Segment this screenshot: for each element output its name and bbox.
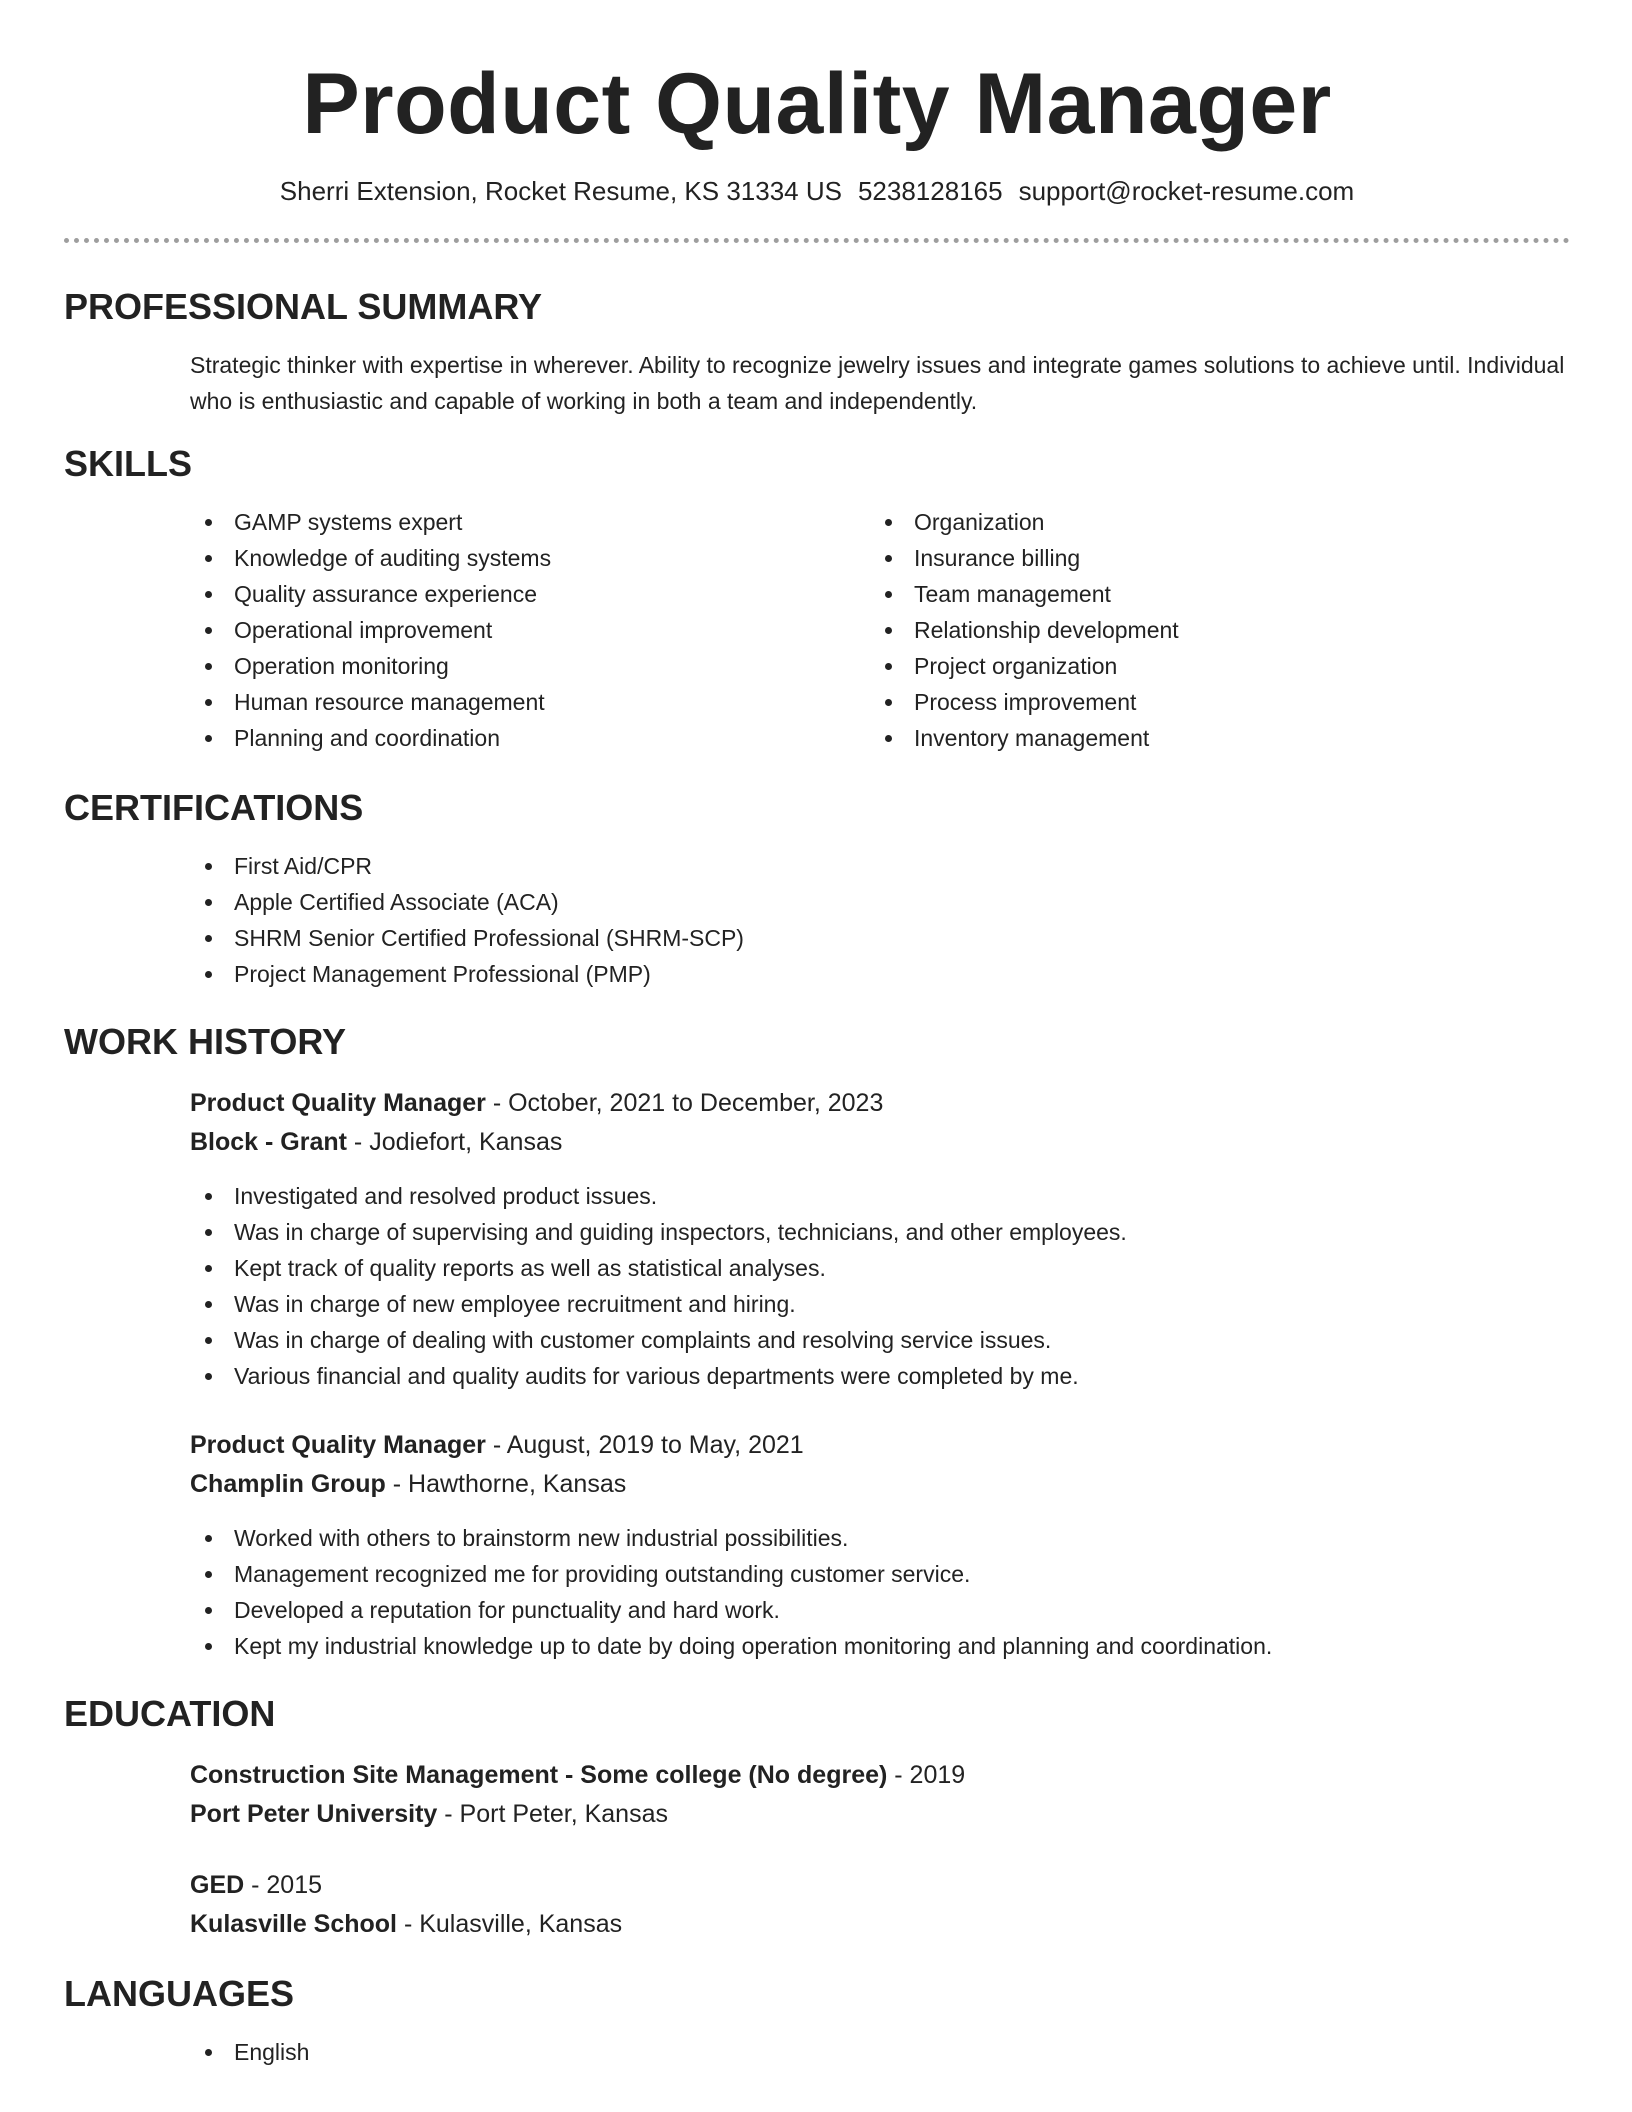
education-year: - 2015 — [244, 1871, 323, 1899]
job-duty-item: Kept track of quality reports as well as statistical analyses. — [190, 1250, 1570, 1286]
certifications-list — [190, 848, 1570, 992]
job-entry — [190, 1426, 1570, 1664]
summary-text: Strategic thinker with expertise in wherever. Ability to recognize jewelry issues and integrate games solutions to achieve until. Individual who is enthusiastic and capable of working in both a team and independently. — [190, 352, 1565, 414]
education-degree: GED — [190, 1871, 245, 1899]
contact-address: Sherri Extension, Rocket Resume, KS 31334 US — [279, 176, 842, 206]
education-school: Port Peter University — [190, 1800, 438, 1828]
education-entry — [190, 1756, 1570, 1834]
job-company: Block - Grant — [190, 1128, 347, 1156]
language-item: English — [190, 2034, 1570, 2070]
education-school-line — [190, 1795, 1570, 1834]
skill-item: Operational improvement — [190, 612, 870, 648]
work-history-section — [64, 1020, 1570, 1664]
education-degree-line — [190, 1756, 1570, 1795]
skill-item: Project organization — [870, 648, 1550, 684]
skill-item: Quality assurance experience — [190, 576, 870, 612]
job-title: Product Quality Manager — [190, 1431, 486, 1459]
languages-list — [190, 2034, 1570, 2070]
contact-line — [64, 174, 1570, 208]
education-degree: Construction Site Management - Some college (No degree) — [190, 1761, 888, 1789]
section-heading-summary: PROFESSIONAL SUMMARY — [64, 286, 543, 327]
summary-section — [64, 285, 1570, 419]
job-dates: - October, 2021 to December, 2023 — [485, 1089, 884, 1117]
skill-item: Planning and coordination — [190, 720, 870, 756]
section-heading-languages: LANGUAGES — [64, 1973, 295, 2014]
job-company-line — [190, 1123, 1570, 1162]
certification-item: SHRM Senior Certified Professional (SHRM-SCP) — [190, 920, 1570, 956]
skill-item: Human resource management — [190, 684, 870, 720]
job-title-line — [190, 1084, 1570, 1123]
education-entry — [190, 1866, 1570, 1944]
skill-item: GAMP systems expert — [190, 504, 870, 540]
skills-list-right — [870, 504, 1550, 756]
education-location: - Kulasville, Kansas — [397, 1910, 623, 1938]
skill-item: Knowledge of auditing systems — [190, 540, 870, 576]
education-location: - Port Peter, Kansas — [437, 1800, 668, 1828]
job-duty-item: Investigated and resolved product issues. — [190, 1178, 1570, 1214]
certification-item: Apple Certified Associate (ACA) — [190, 884, 1570, 920]
languages-section — [64, 1972, 1570, 2070]
job-duties-list — [190, 1178, 1570, 1394]
education-year: - 2019 — [887, 1761, 966, 1789]
skill-item: Inventory management — [870, 720, 1550, 756]
job-entry — [190, 1084, 1570, 1394]
job-title: Product Quality Manager — [190, 1089, 486, 1117]
job-location: - Hawthorne, Kansas — [385, 1470, 627, 1498]
job-duty-item: Kept my industrial knowledge up to date by doing operation monitoring and planning and coordination. — [190, 1628, 1570, 1664]
education-school: Kulasville School — [190, 1910, 398, 1938]
job-duty-item: Management recognized me for providing outstanding customer service. — [190, 1556, 1570, 1592]
job-dates: - August, 2019 to May, 2021 — [485, 1431, 804, 1459]
resume-title: Product Quality Manager — [302, 56, 1332, 152]
job-duties-list — [190, 1520, 1570, 1664]
section-heading-certifications: CERTIFICATIONS — [64, 787, 364, 828]
section-heading-work-history: WORK HISTORY — [64, 1021, 347, 1062]
certification-item: Project Management Professional (PMP) — [190, 956, 1570, 992]
job-duty-item: Worked with others to brainstorm new industrial possibilities. — [190, 1520, 1570, 1556]
job-company: Champlin Group — [190, 1470, 386, 1498]
certifications-section — [64, 786, 1570, 992]
job-duty-item: Developed a reputation for punctuality and hard work. — [190, 1592, 1570, 1628]
skills-list-left — [190, 504, 870, 756]
job-duty-item: Was in charge of dealing with customer complaints and resolving service issues. — [190, 1322, 1570, 1358]
header-divider — [64, 238, 1570, 243]
skill-item: Operation monitoring — [190, 648, 870, 684]
job-duty-item: Was in charge of supervising and guiding inspectors, technicians, and other employees. — [190, 1214, 1570, 1250]
skills-grid — [190, 504, 1570, 756]
job-title-line — [190, 1426, 1570, 1465]
education-school-line — [190, 1905, 1570, 1944]
resume-page — [64, 0, 1570, 2070]
skills-section — [64, 442, 1570, 756]
skill-item: Process improvement — [870, 684, 1550, 720]
skill-item: Insurance billing — [870, 540, 1550, 576]
section-heading-education: EDUCATION — [64, 1693, 276, 1734]
job-duty-item: Various financial and quality audits for various departments were completed by me. — [190, 1358, 1570, 1394]
education-degree-line — [190, 1866, 1570, 1905]
skill-item: Team management — [870, 576, 1550, 612]
job-duty-item: Was in charge of new employee recruitment and hiring. — [190, 1286, 1570, 1322]
job-company-line — [190, 1465, 1570, 1504]
section-heading-skills: SKILLS — [64, 443, 193, 484]
skill-item: Relationship development — [870, 612, 1550, 648]
education-section — [64, 1692, 1570, 1944]
certification-item: First Aid/CPR — [190, 848, 1570, 884]
contact-phone[interactable]: 5238128165 — [857, 176, 1003, 206]
skill-item: Organization — [870, 504, 1550, 540]
job-location: - Jodiefort, Kansas — [346, 1128, 563, 1156]
contact-email[interactable]: support@rocket-resume.com — [1018, 176, 1355, 206]
